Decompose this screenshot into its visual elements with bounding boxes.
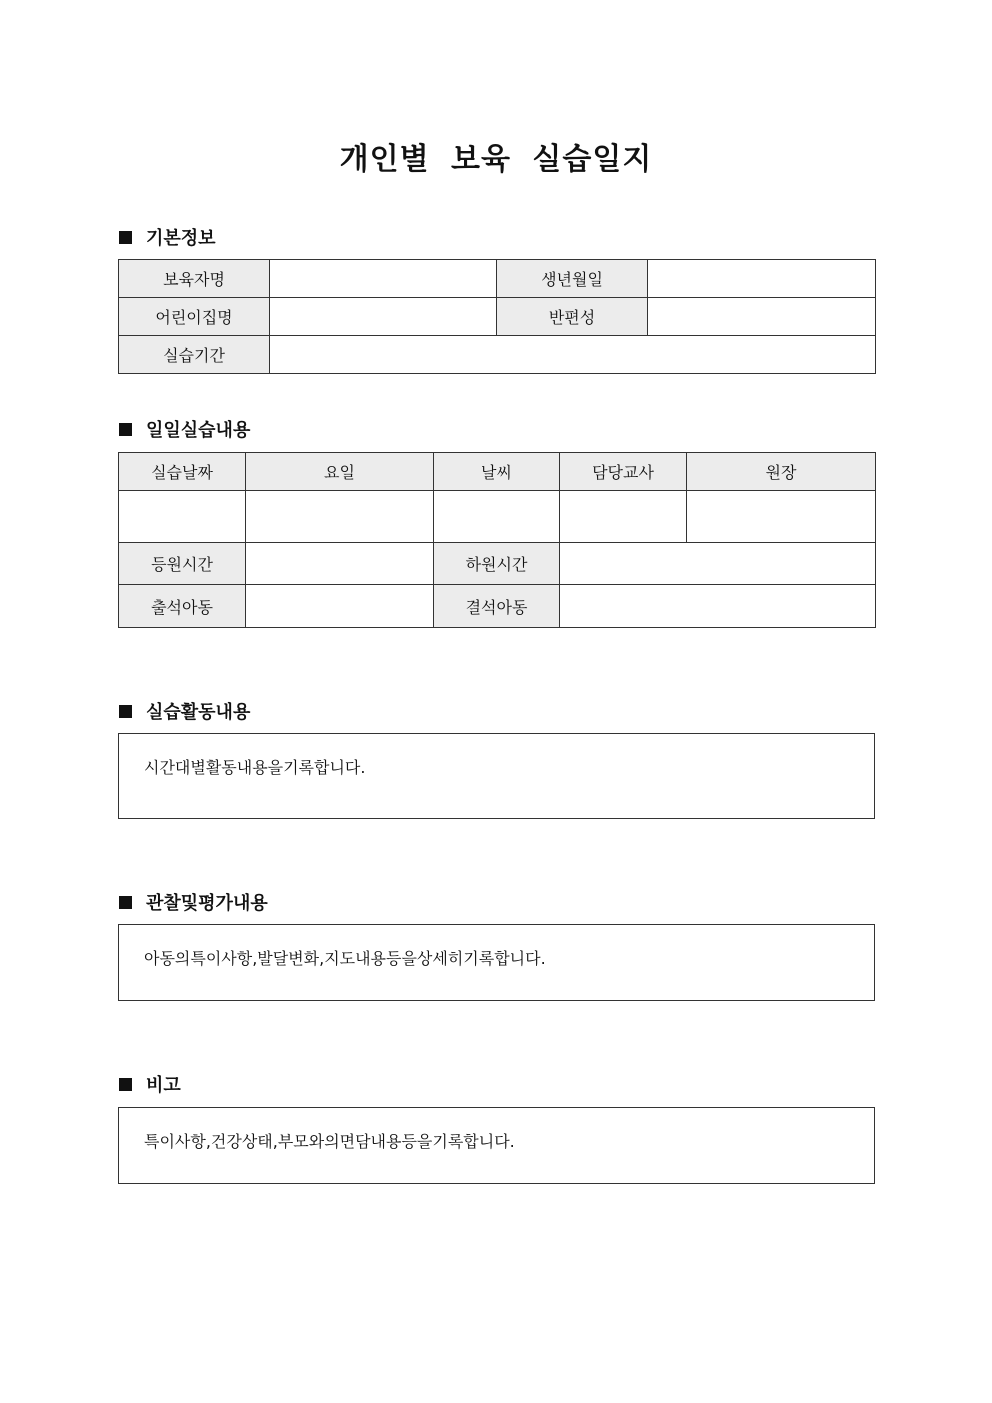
class-assignment-field[interactable] <box>648 298 876 336</box>
square-bullet-icon <box>119 423 132 436</box>
daycare-name-field[interactable] <box>270 298 497 336</box>
director-label: 원장 <box>687 453 876 491</box>
activities-heading-text: 실습활동내용 <box>146 702 251 723</box>
remarks-box[interactable] <box>118 1107 875 1184</box>
weekday-field[interactable] <box>246 491 434 543</box>
basic-info-heading-text: 기본정보 <box>146 228 216 249</box>
observation-heading <box>119 889 268 915</box>
birthdate-field[interactable] <box>648 260 876 298</box>
remarks-text: 특이사항,건강상태,부모와의면담내용등을기록합니다. <box>144 1132 515 1151</box>
activities-text: 시간대별활동내용을기록합니다. <box>144 758 366 777</box>
present-children-label: 출석아동 <box>119 585 246 628</box>
arrival-time-field[interactable] <box>246 543 434 585</box>
basic-info-table <box>118 259 876 374</box>
teacher-label: 담당교사 <box>560 453 687 491</box>
square-bullet-icon <box>119 1078 132 1091</box>
practice-period-field[interactable] <box>270 336 876 374</box>
document-title: 개인별 보육 실습일지 <box>339 142 653 177</box>
weather-label: 날씨 <box>434 453 560 491</box>
daily-practice-heading <box>119 416 250 442</box>
square-bullet-icon <box>119 231 132 244</box>
caregiver-name-label: 보육자명 <box>119 260 270 298</box>
observation-heading-text: 관찰및평가내용 <box>146 893 268 914</box>
observation-box[interactable] <box>118 924 875 1001</box>
practice-period-label: 실습기간 <box>119 336 270 374</box>
remarks-heading <box>119 1071 181 1097</box>
birthdate-label: 생년월일 <box>497 260 648 298</box>
present-children-field[interactable] <box>246 585 434 628</box>
arrival-time-label: 등원시간 <box>119 543 246 585</box>
activities-heading <box>119 698 250 724</box>
absent-children-field[interactable] <box>560 585 876 628</box>
weekday-label: 요일 <box>246 453 434 491</box>
weather-field[interactable] <box>434 491 560 543</box>
remarks-heading-text: 비고 <box>146 1075 181 1096</box>
absent-children-label: 결석아동 <box>434 585 560 628</box>
class-assignment-label: 반편성 <box>497 298 648 336</box>
director-signature-field[interactable] <box>687 491 876 543</box>
caregiver-name-field[interactable] <box>270 260 497 298</box>
daycare-name-label: 어린이집명 <box>119 298 270 336</box>
teacher-signature-field[interactable] <box>560 491 687 543</box>
departure-time-label: 하원시간 <box>434 543 560 585</box>
daily-practice-table <box>118 452 876 628</box>
basic-info-heading <box>119 224 216 250</box>
activities-box[interactable] <box>118 733 875 819</box>
square-bullet-icon <box>119 896 132 909</box>
observation-text: 아동의특이사항,발달변화,지도내용등을상세히기록합니다. <box>144 949 546 968</box>
square-bullet-icon <box>119 705 132 718</box>
daily-practice-heading-text: 일일실습내용 <box>146 420 251 441</box>
practice-date-label: 실습날짜 <box>119 453 246 491</box>
departure-time-field[interactable] <box>560 543 876 585</box>
practice-date-field[interactable] <box>119 491 246 543</box>
